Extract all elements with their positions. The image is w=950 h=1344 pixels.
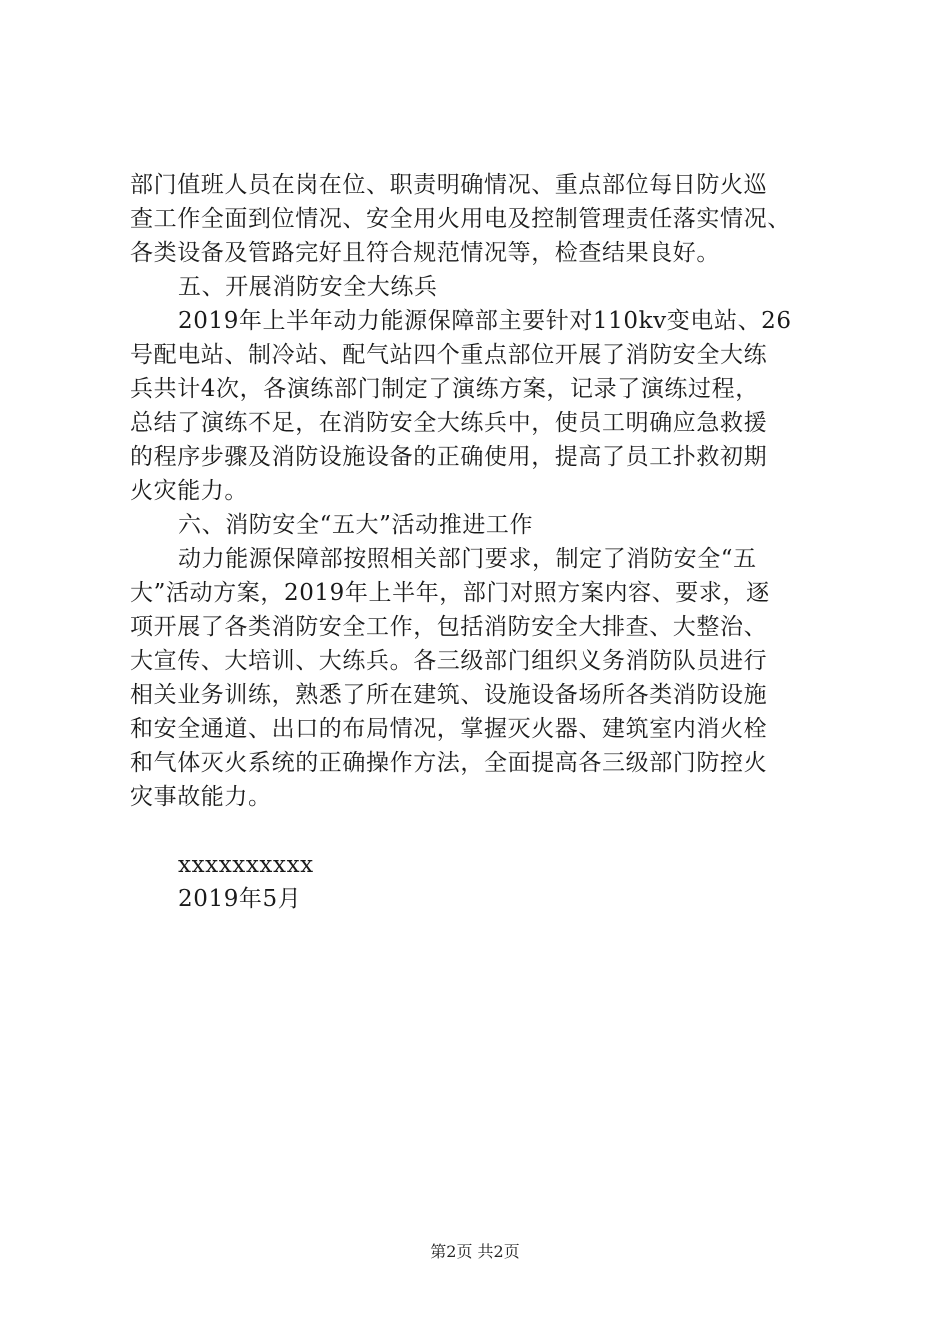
- text-line: 部门值班人员在岗在位、职责明确情况、重点部位每日防火巡: [130, 172, 768, 198]
- text-line: 火灾能力。: [130, 478, 248, 504]
- text-line: 号配电站、制冷站、配气站四个重点部位开展了消防安全大练: [130, 342, 768, 368]
- text-line: 大”活动方案，2019年上半年，部门对照方案内容、要求，逐: [130, 580, 770, 606]
- text-line: 动力能源保障部按照相关部门要求，制定了消防安全“五: [178, 546, 757, 572]
- text-line: 相关业务训练，熟悉了所在建筑、设施设备场所各类消防设施: [130, 682, 768, 708]
- text-line: 项开展了各类消防安全工作，包括消防安全大排查、大整治、: [130, 614, 768, 640]
- page-footer: [0, 1240, 950, 1264]
- text-line: 各类设备及管路完好且符合规范情况等，检查结果良好。: [130, 240, 720, 266]
- text-line: 查工作全面到位情况、安全用火用电及控制管理责任落实情况、: [130, 206, 791, 232]
- section-heading-5: 五、开展消防安全大练兵: [178, 274, 438, 300]
- text-line: 总结了演练不足，在消防安全大练兵中，使员工明确应急救援: [130, 410, 768, 436]
- text-line: 的程序步骤及消防设施设备的正确使用，提高了员工扑救初期: [130, 444, 768, 470]
- section-heading-6: 六、消防安全“五大”活动推进工作: [178, 512, 534, 538]
- blank-line: [130, 814, 835, 848]
- page-number-label: 第2页 共2页: [430, 1242, 520, 1261]
- text-line: 大宣传、大培训、大练兵。各三级部门组织义务消防队员进行: [130, 648, 768, 674]
- text-line: 2019年上半年动力能源保障部主要针对110kv变电站、26: [178, 308, 792, 334]
- text-line: 兵共计4次，各演练部门制定了演练方案，记录了演练过程，: [130, 376, 759, 402]
- text-line: 和气体灭火系统的正确操作方法，全面提高各三级部门防控火: [130, 750, 768, 776]
- signature-organization: xxxxxxxxxx: [178, 852, 314, 878]
- text-line: 和安全通道、出口的布局情况，掌握灭火器、建筑室内消火栓: [130, 716, 768, 742]
- text-line: 灾事故能力。: [130, 784, 272, 810]
- document-body: [130, 168, 835, 916]
- signature-date: 2019年5月: [178, 886, 302, 912]
